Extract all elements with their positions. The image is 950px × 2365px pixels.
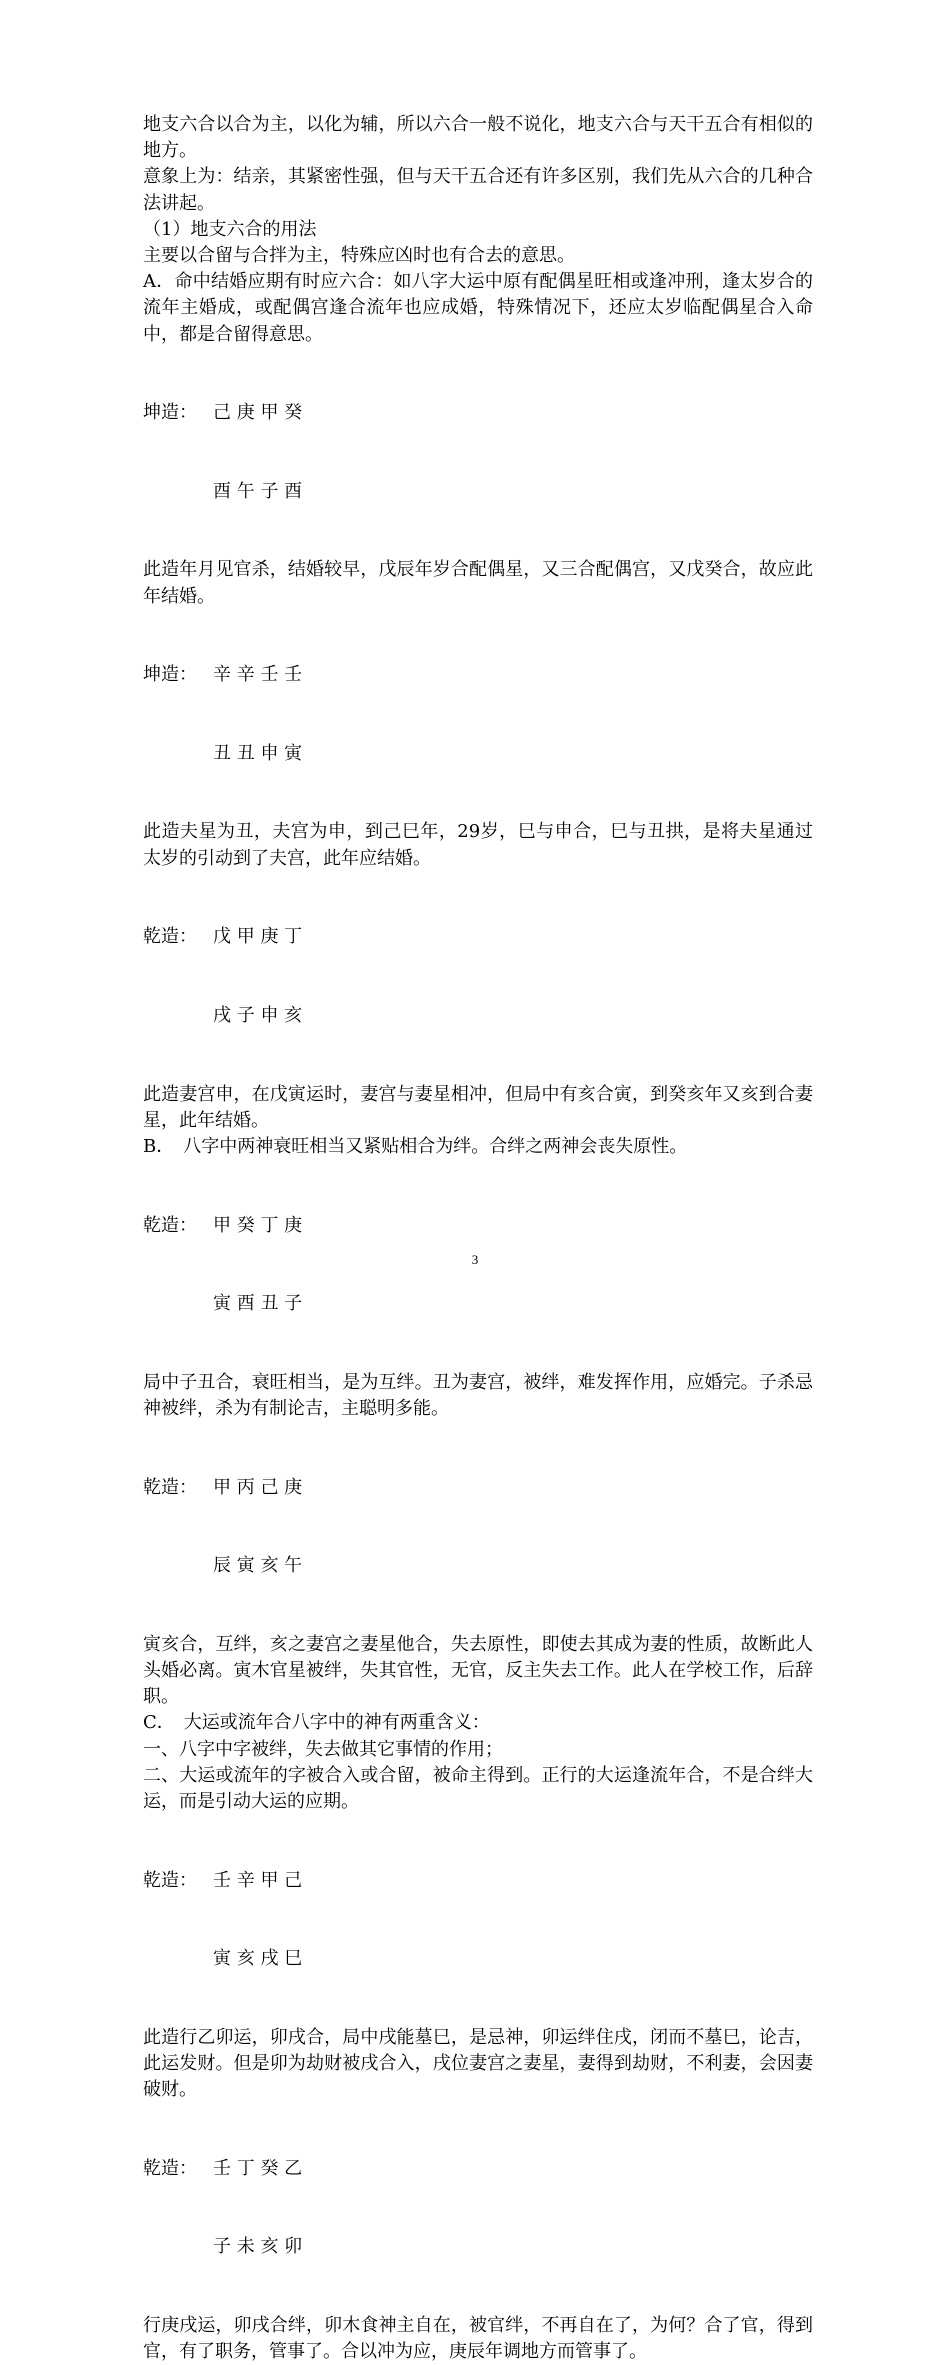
- bazi-chart: [143, 610, 813, 820]
- bazi-chart: [143, 2103, 813, 2313]
- chart-stems: 壬 丁 癸 乙: [213, 2157, 303, 2179]
- paragraph: 此造夫星为丑，夫宫为申，到己巳年，29岁，巳与申合，巳与丑拱，是将夫星通过太岁的引动到了夫宫，此年应结婚。: [143, 821, 813, 869]
- section-heading: （1）地支六合的用法: [143, 218, 317, 240]
- bazi-chart: [143, 1815, 813, 2025]
- chart-label: 乾造：: [143, 2157, 197, 2179]
- bazi-chart: [143, 872, 813, 1082]
- chart-stems: 甲 癸 丁 庚: [213, 1214, 303, 1236]
- chart-branches: 丑 丑 申 寅: [213, 742, 303, 764]
- paragraph: C． 大运或流年合八字中的神有两重含义：: [143, 1712, 490, 1734]
- chart-stems: 甲 丙 己 庚: [213, 1476, 303, 1498]
- chart-branches: 辰 寅 亥 午: [213, 1555, 303, 1577]
- chart-stems: 壬 辛 甲 己: [213, 1869, 303, 1891]
- chart-label: 坤造：: [143, 402, 197, 424]
- paragraph: 一、八字中字被绊，失去做其它事情的作用；: [143, 1738, 503, 1760]
- paragraph: 意象上为：结亲，其紧密性强，但与天干五合还有许多区别，我们先从六合的几种合法讲起。: [143, 166, 813, 214]
- bazi-chart: [143, 348, 813, 558]
- page-number: 3: [471, 1252, 479, 1267]
- chart-branches: 寅 亥 戌 巳: [213, 1948, 303, 1970]
- paragraph: 此造妻宫申，在戊寅运时，妻宫与妻星相冲，但局中有亥合寅，到癸亥年又亥到合妻星，此年结婚。: [143, 1083, 813, 1131]
- paragraph: A．命中结婚应期有时应六合：如八字大运中原有配偶星旺相或逢冲刑，逢太岁合的流年主婚成，或配偶宫逢合流年也应成婚，特殊情况下，还应太岁临配偶星合入命中，都是合留得意思。: [143, 271, 813, 345]
- chart-branches: 酉 午 子 酉: [213, 480, 303, 502]
- page-body: [143, 112, 813, 2365]
- chart-branches: 子 未 亥 卯: [213, 2236, 303, 2258]
- paragraph: 地支六合以合为主，以化为辅，所以六合一般不说化，地支六合与天干五合有相似的地方。: [143, 114, 813, 162]
- chart-label: 乾造：: [143, 926, 197, 948]
- paragraph: B． 八字中两神衰旺相当又紧贴相合为绊。合绊之两神会丧失原性。: [143, 1135, 688, 1157]
- paragraph: 寅亥合，互绊，亥之妻宫之妻星他合，失去原性，即使去其成为妻的性质，故断此人头婚必离。寅木官星被绊，失其官性，无官，反主失去工作。此人在学校工作，后辞职。: [143, 1633, 813, 1708]
- chart-branches: 戌 子 申 亥: [213, 1004, 303, 1026]
- chart-stems: 戊 甲 庚 丁: [213, 926, 303, 948]
- bazi-chart: [143, 1422, 813, 1632]
- paragraph: 行庚戌运，卯戌合绊，卯木食神主自在，被官绊，不再自在了，为何？合了官，得到官，有了职务，管事了。合以冲为应，庚辰年调地方而管事了。: [143, 2315, 813, 2363]
- chart-stems: 辛 辛 壬 壬: [213, 664, 303, 686]
- chart-branches: 寅 酉 丑 子: [213, 1293, 303, 1315]
- paragraph: 主要以合留与合拌为主，特殊应凶时也有合去的意思。: [143, 245, 575, 267]
- paragraph: 二、大运或流年的字被合入或合留，被命主得到。正行的大运逢流年合，不是合绊大运，而是引动大运的应期。: [143, 1764, 813, 1812]
- paragraph: 局中子丑合，衰旺相当，是为互绊。丑为妻宫，被绊，难发挥作用，应婚完。子杀忌神被绊，杀为有制论吉，主聪明多能。: [143, 1371, 813, 1419]
- chart-label: 坤造：: [143, 664, 197, 686]
- paragraph: 此造行乙卯运，卯戌合，局中戌能墓巳，是忌神，卯运绊住戌，闭而不墓巳，论吉，此运发财。但是卯为劫财被戌合入，戌位妻宫之妻星，妻得到劫财，不利妻，会因妻破财。: [143, 2026, 813, 2101]
- chart-label: 乾造：: [143, 1476, 197, 1498]
- chart-label: 乾造：: [143, 1869, 197, 1891]
- chart-label: 乾造：: [143, 1214, 197, 1236]
- paragraph: 此造年月见官杀，结婚较早，戊辰年岁合配偶星，又三合配偶宫，又戊癸合，故应此年结婚。: [143, 559, 813, 607]
- chart-stems: 己 庚 甲 癸: [213, 402, 303, 424]
